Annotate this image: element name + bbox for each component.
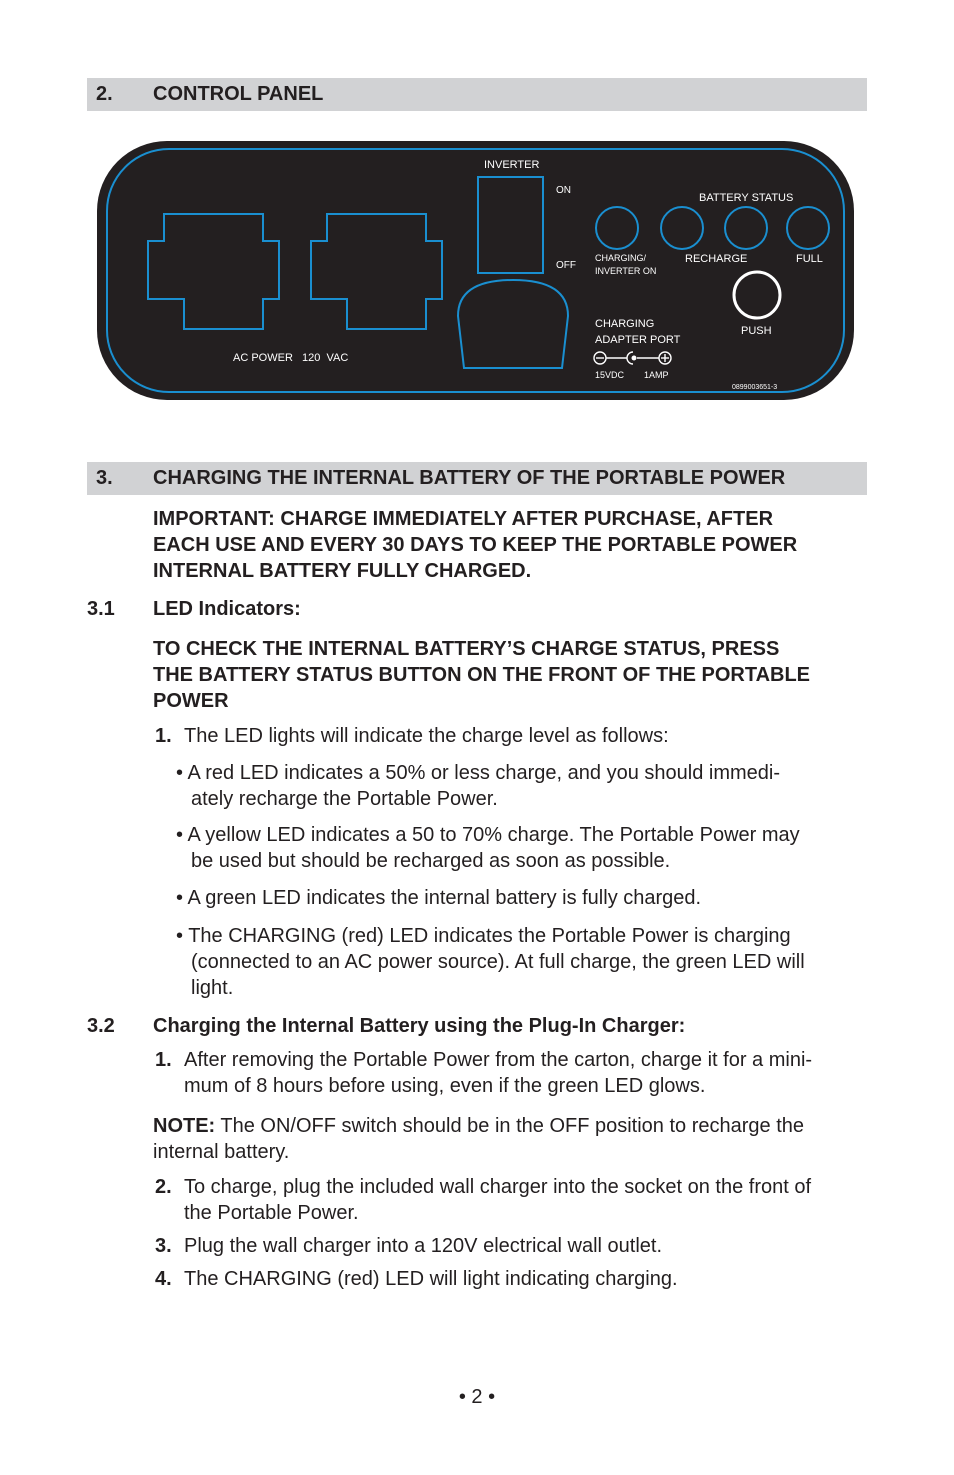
check-line: POWER <box>153 690 229 712</box>
bullet-item <box>176 822 800 874</box>
bullet-line: be used but should be recharged as soon as possible. <box>191 850 671 872</box>
control-panel-illustration <box>96 140 856 402</box>
switch-on-label: ON <box>556 185 571 196</box>
subsection-3-2-number: 3.2 <box>87 1015 115 1037</box>
subsection-3-1-title: LED Indicators: <box>153 598 301 620</box>
battery-status-label: BATTERY STATUS <box>699 192 794 204</box>
switch-off-label: OFF <box>556 260 576 271</box>
step-text <box>184 1047 812 1099</box>
inverter-on-label: INVERTER ON <box>595 266 657 276</box>
section-3-header <box>87 462 867 495</box>
section-2-header <box>87 78 867 111</box>
bullet-line: • The CHARGING (red) LED indicates the Portable Power is charging <box>176 925 791 947</box>
note-label: NOTE: <box>153 1115 216 1137</box>
important-notice <box>153 506 797 584</box>
check-line: TO CHECK THE INTERNAL BATTERY’S CHARGE STATUS, PRESS <box>153 638 780 660</box>
recharge-label: RECHARGE <box>685 253 748 265</box>
step-line: the Portable Power. <box>184 1202 359 1224</box>
section-number: 3. <box>96 467 113 489</box>
step-text: Plug the wall charger into a 120V electrical wall outlet. <box>184 1235 663 1257</box>
step-line: mum of 8 hours before using, even if the green LED glows. <box>184 1075 706 1097</box>
step-text: The LED lights will indicate the charge level as follows: <box>184 725 669 747</box>
subsection-3-2-title: Charging the Internal Battery using the Plug-In Charger: <box>153 1015 686 1037</box>
bullet-line: • A green LED indicates the internal battery is fully charged. <box>176 887 702 909</box>
step-number: 1. <box>155 725 172 747</box>
subsection-3-1-number: 3.1 <box>87 598 115 620</box>
bullet-item <box>176 923 805 1001</box>
inverter-label: INVERTER <box>484 159 540 171</box>
full-label: FULL <box>796 253 823 265</box>
note-line: internal battery. <box>153 1141 290 1163</box>
ac-power-label: AC POWER 120 VAC <box>233 352 349 364</box>
charging-label: CHARGING/ <box>595 253 647 263</box>
bullet-item <box>176 760 780 812</box>
bullet-line: ately recharge the Portable Power. <box>191 788 498 810</box>
step-number: 1. <box>155 1049 172 1071</box>
step-number: 2. <box>155 1176 172 1198</box>
step-number: 3. <box>155 1235 172 1257</box>
section-title: CONTROL PANEL <box>153 83 324 105</box>
important-line: INTERNAL BATTERY FULLY CHARGED. <box>153 560 532 582</box>
step-line: After removing the Portable Power from the carton, charge it for a mini- <box>184 1049 813 1071</box>
bullet-item <box>176 885 701 911</box>
section-number: 2. <box>96 83 113 105</box>
bullet-line: • A yellow LED indicates a 50 to 70% charge. The Portable Power may <box>176 824 800 846</box>
bullet-line: (connected to an AC power source). At full charge, the green LED will <box>191 951 805 973</box>
amperage-label: 1AMP <box>644 370 669 380</box>
step-text: The CHARGING (red) LED will light indicating charging. <box>184 1268 678 1290</box>
important-line: EACH USE AND EVERY 30 DAYS TO KEEP THE PORTABLE POWER <box>153 534 798 556</box>
bullet-line: light. <box>191 977 234 999</box>
charging-port-label: CHARGING <box>595 318 655 330</box>
section-title: CHARGING THE INTERNAL BATTERY OF THE PORTABLE POWER <box>153 467 786 489</box>
check-line: THE BATTERY STATUS BUTTON ON THE FRONT OF THE PORTABLE <box>153 664 811 686</box>
part-number: 0899003651-3 <box>732 384 778 391</box>
bullet-line: • A red LED indicates a 50% or less charge, and you should immedi- <box>176 762 780 784</box>
step-line: To charge, plug the included wall charger into the socket on the front of <box>184 1176 812 1198</box>
voltage-label: 15VDC <box>595 370 625 380</box>
note-text: The ON/OFF switch should be in the OFF position to recharge the <box>215 1115 805 1137</box>
step-text <box>184 1174 811 1226</box>
push-label: PUSH <box>741 325 772 337</box>
check-status-instruction <box>153 636 810 714</box>
important-line: IMPORTANT: CHARGE IMMEDIATELY AFTER PURCHASE, AFTER <box>153 508 774 530</box>
step-number: 4. <box>155 1268 172 1290</box>
page-number: • 2 • <box>458 1386 496 1408</box>
note-block <box>153 1113 804 1165</box>
adapter-port-label: ADAPTER PORT <box>595 334 681 346</box>
panel-body <box>97 141 854 400</box>
